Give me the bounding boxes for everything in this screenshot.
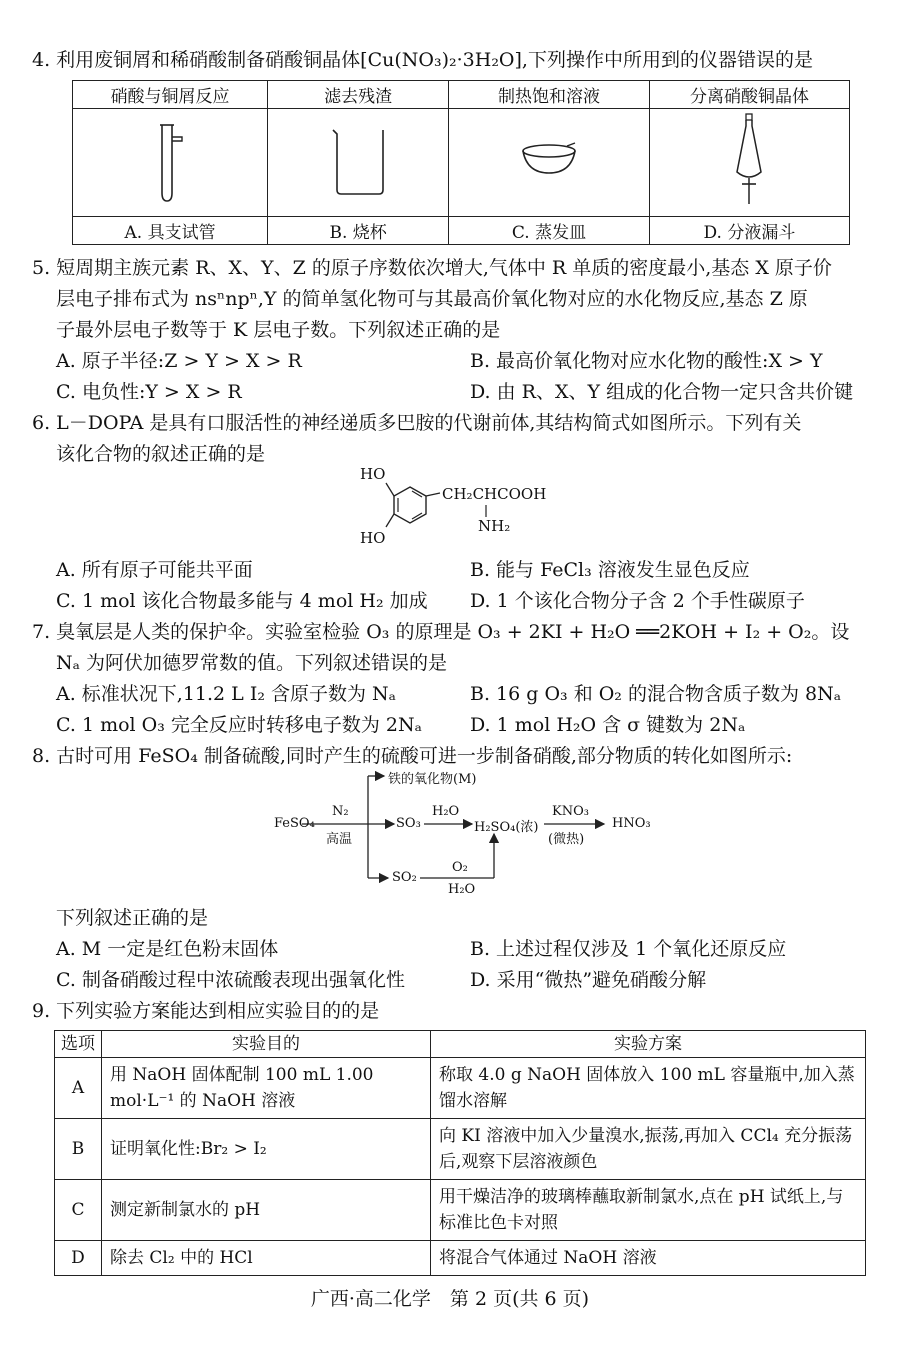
- flow-o2: O₂: [452, 860, 468, 875]
- q8-option-b: B. 上述过程仅涉及 1 个氧化还原反应: [470, 938, 787, 960]
- flow-feso4: FeSO₄: [274, 816, 315, 831]
- q4-option-d: D. 分液漏斗: [649, 217, 849, 245]
- q8-option-d: D. 采用“微热”避免硝酸分解: [470, 969, 707, 991]
- q5-option-d: D. 由 R、X、Y 组成的化合物一定只含共价键: [470, 381, 854, 403]
- q4-option-b: B. 烧杯: [268, 217, 449, 245]
- q5-option-c: C. 电负性:Y > X > R: [56, 381, 242, 403]
- q9-row-d-goal: 除去 Cl₂ 中的 HCl: [102, 1241, 431, 1276]
- q4-apparatus-table: [72, 80, 850, 245]
- evaporating-dish-icon: [509, 135, 589, 185]
- flow-so2: SO₂: [392, 870, 417, 885]
- q9-row-c-plan: 用干燥洁净的玻璃棒蘸取新制氯水,点在 pH 试纸上,与标准比色卡对照: [431, 1180, 866, 1241]
- flow-hno3: HNO₃: [612, 816, 651, 831]
- table-row: [55, 1119, 866, 1180]
- q9-header-plan: 实验方案: [431, 1031, 866, 1058]
- flow-iron-oxide: 铁的氧化物(M): [388, 772, 477, 787]
- q4-header-4: 分离硝酸铜晶体: [649, 81, 849, 109]
- beaker-cell: [268, 109, 449, 217]
- q7-option-c: C. 1 mol O₃ 完全反应时转移电子数为 2Nₐ: [56, 714, 422, 736]
- q7-option-d: D. 1 mol H₂O 含 σ 键数为 2Nₐ: [470, 714, 746, 736]
- q5-line3: 子最外层电子数等于 K 层电子数。下列叙述正确的是: [56, 319, 501, 341]
- q4-option-c: C. 蒸发皿: [449, 217, 650, 245]
- q9-row-b-goal: 证明氧化性:Br₂ > I₂: [102, 1119, 431, 1180]
- q8-option-a: A. M 一定是红色粉末固体: [56, 938, 279, 960]
- q9-row-b-option: B: [55, 1119, 102, 1180]
- flow-slight-heat: (微热): [548, 832, 585, 847]
- table-row: [55, 1058, 866, 1119]
- hydroxyl-label-top: HO: [360, 465, 386, 483]
- q5-line1: 5. 短周期主族元素 R、X、Y、Z 的原子序数依次增大,气体中 R 单质的密度最小,基态 X 原子价: [32, 257, 832, 279]
- q5-line2: 层电子排布式为 nsⁿnpⁿ,Y 的简单氢化物可与其最高价氧化物对应的水化物反应,基态 Z 原: [56, 288, 808, 310]
- q4-option-a: A. 具支试管: [73, 217, 268, 245]
- flow-h2o-bottom: H₂O: [448, 882, 476, 897]
- q9-row-d-option: D: [55, 1241, 102, 1276]
- evaporating-dish-cell: [449, 109, 650, 217]
- q4-stem: 4. 利用废铜屑和稀硝酸制备硝酸铜晶体[Cu(NO₃)₂·3H₂O],下列操作中所用到的仪器错误的是: [32, 49, 813, 71]
- q9-experiment-table: [54, 1030, 866, 1276]
- q9-row-b-plan: 向 KI 溶液中加入少量溴水,振荡,再加入 CCl₄ 充分振荡后,观察下层溶液颜色: [431, 1119, 866, 1180]
- beaker-icon: [323, 120, 393, 200]
- q5-option-b: B. 最高价氧化物对应水化物的酸性:X > Y: [470, 350, 823, 372]
- q9-header-option: 选项: [55, 1031, 102, 1058]
- q4-header-1: 硝酸与铜屑反应: [73, 81, 268, 109]
- q9-row-a-option: A: [55, 1058, 102, 1119]
- q9-row-c-option: C: [55, 1180, 102, 1241]
- amino-label: NH₂: [478, 517, 511, 535]
- q8-line1: 8. 古时可用 FeSO₄ 制备硫酸,同时产生的硫酸可进一步制备硝酸,部分物质的转化如图所示:: [32, 745, 793, 767]
- q6-line2: 该化合物的叙述正确的是: [56, 443, 266, 465]
- q6-option-d: D. 1 个该化合物分子含 2 个手性碳原子: [470, 590, 805, 612]
- side-chain-label: CH₂CHCOOH: [442, 485, 547, 503]
- q9-row-d-plan: 将混合气体通过 NaOH 溶液: [431, 1241, 866, 1276]
- q6-option-b: B. 能与 FeCl₃ 溶液发生显色反应: [470, 559, 750, 581]
- q9-header-goal: 实验目的: [102, 1031, 431, 1058]
- flow-so3: SO₃: [396, 816, 421, 831]
- branch-test-tube-cell: [73, 109, 268, 217]
- table-row: [55, 1180, 866, 1241]
- separatory-funnel-icon: [729, 112, 769, 208]
- flow-h2o-top: H₂O: [432, 804, 460, 819]
- q8-flow-diagram: [260, 768, 680, 898]
- q6-option-c: C. 1 mol 该化合物最多能与 4 mol H₂ 加成: [56, 590, 428, 612]
- separatory-funnel-cell: [649, 109, 849, 217]
- q4-header-3: 制热饱和溶液: [449, 81, 650, 109]
- q9-stem: 9. 下列实验方案能达到相应实验目的的是: [32, 1000, 380, 1022]
- q7-line1: 7. 臭氧层是人类的保护伞。实验室检验 O₃ 的原理是 O₃ + 2KI + H₂O ══2KOH + I₂ + O₂。设: [32, 621, 850, 643]
- q7-line2: Nₐ 为阿伏加德罗常数的值。下列叙述错误的是: [56, 652, 447, 674]
- flow-high-temp: 高温: [326, 832, 353, 847]
- q6-line1: 6. L－DOPA 是具有口服活性的神经递质多巴胺的代谢前体,其结构简式如图所示。下列有关: [32, 412, 802, 434]
- flow-kno3: KNO₃: [552, 804, 589, 819]
- q8-ask: 下列叙述正确的是: [56, 907, 209, 929]
- q9-row-c-goal: 测定新制氯水的 pH: [102, 1180, 431, 1241]
- q7-option-b: B. 16 g O₃ 和 O₂ 的混合物含质子数为 8Nₐ: [470, 683, 842, 705]
- flow-arrows: [260, 768, 680, 898]
- q9-row-a-goal: 用 NaOH 固体配制 100 mL 1.00 mol·L⁻¹ 的 NaOH 溶液: [102, 1058, 431, 1119]
- table-row: [55, 1241, 866, 1276]
- benzene-ring-icon: [360, 465, 580, 555]
- page-footer: 广西·高二化学 第 2 页(共 6 页): [310, 1288, 590, 1310]
- hydroxyl-label-bottom: HO: [360, 529, 386, 547]
- flow-h2so4: H₂SO₄(浓): [474, 820, 539, 835]
- l-dopa-structure: [360, 465, 580, 555]
- q9-row-a-plan: 称取 4.0 g NaOH 固体放入 100 mL 容量瓶中,加入蒸馏水溶解: [431, 1058, 866, 1119]
- flow-n2: N₂: [332, 804, 349, 819]
- q7-option-a: A. 标准状况下,11.2 L I₂ 含原子数为 Nₐ: [56, 683, 396, 705]
- q6-option-a: A. 所有原子可能共平面: [56, 559, 253, 581]
- branch-test-tube-icon: [150, 115, 190, 205]
- q5-option-a: A. 原子半径:Z > Y > X > R: [56, 350, 302, 372]
- q4-header-2: 滤去残渣: [268, 81, 449, 109]
- q8-option-c: C. 制备硝酸过程中浓硫酸表现出强氧化性: [56, 969, 405, 991]
